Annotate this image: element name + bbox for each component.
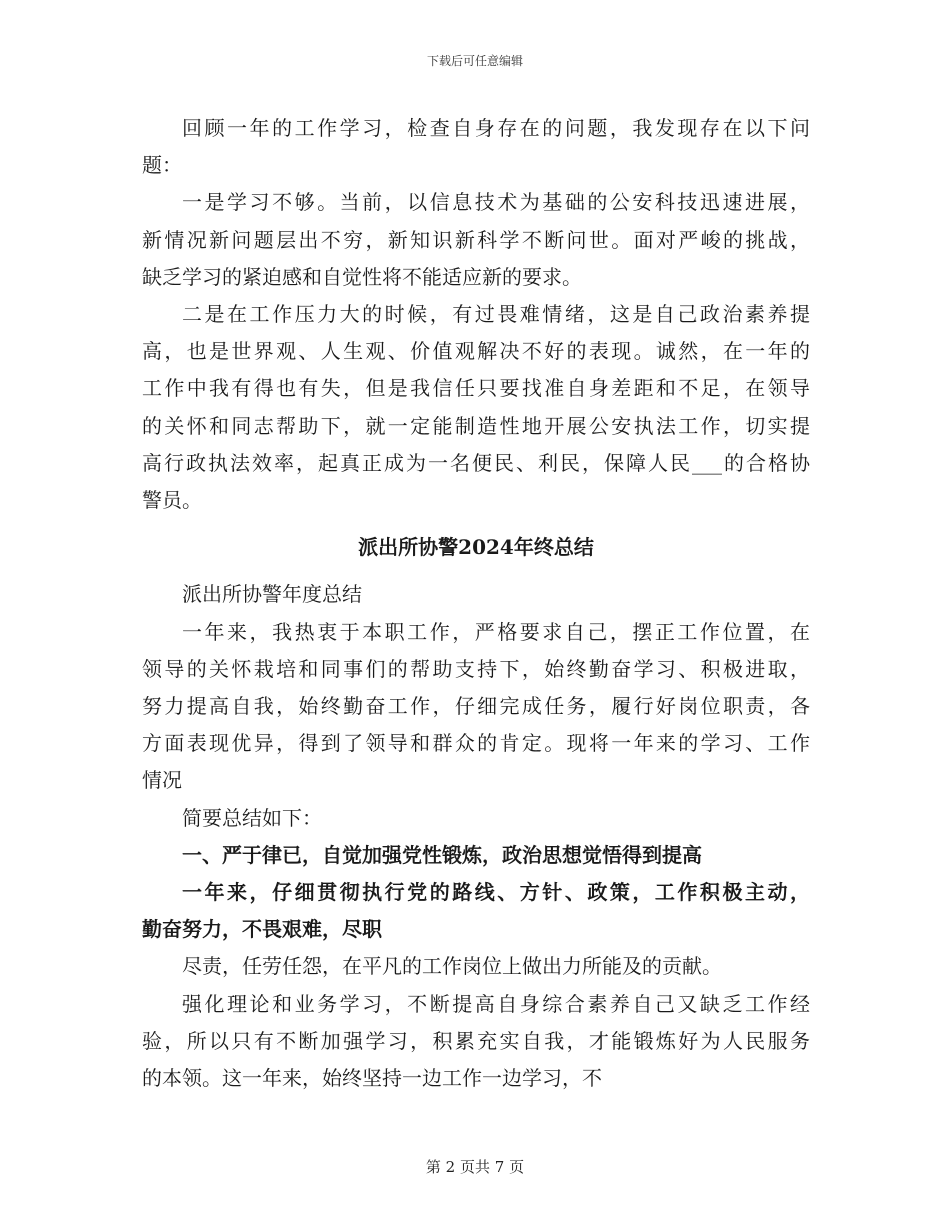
text-line: 尽责，任劳任怨，在平凡的工作岗位上做出力所能及的贡献。 [182, 954, 722, 979]
paragraph-group-summary [142, 576, 810, 836]
paragraph-group-review [142, 110, 810, 519]
text-line: 情况 [142, 768, 182, 793]
text-line: 努力提高自我，始终勤奋工作，仔细完成任务，履行好岗位职责，各 [142, 694, 810, 719]
text-line: 领导的关怀栽培和同事们的帮助支持下，始终勤奋学习、积极进取， [142, 656, 810, 681]
text-line: 题： [142, 153, 182, 178]
paragraph [142, 110, 810, 184]
text-line: 验，所以只有不断加强学习，积累充实自我，才能锻炼好为人民服务 [142, 1028, 810, 1053]
text-line: 二是在工作压力大的时候，有过畏难情绪，这是自己政治素养提 [182, 302, 810, 327]
page-header: 下载后可任意编辑 [426, 54, 523, 68]
text-line: 回顾一年的工作学习，检查自身存在的问题，我发现存在以下问 [182, 116, 810, 140]
paragraph [142, 986, 810, 1098]
paragraph [142, 614, 810, 800]
text-line: 高行政执法效率，起真正成为一名便民、利民，保障人民___的合格协 [142, 450, 810, 475]
text-line: 的本领。这一年来，始终坚持一边工作一边学习，不 [142, 1066, 602, 1091]
text-line: 高，也是世界观、人生观、价值观解决不好的表现。诚然，在一年的 [142, 339, 810, 364]
text-line: 勤奋努力，不畏艰难，尽职 [142, 917, 382, 942]
paragraph [142, 837, 810, 874]
paragraph [142, 576, 810, 613]
page-footer: 第 2 页共 7 页 [425, 1158, 525, 1176]
paragraph [142, 184, 810, 296]
text-line: 一是学习不够。当前，以信息技术为基础的公安科技迅速进展， [182, 190, 810, 215]
text-line: 简要总结如下： [182, 805, 322, 830]
text-line: 方面表现优异，得到了领导和群众的肯定。现将一年来的学习、工作 [142, 731, 810, 756]
paragraph-group-study [142, 948, 810, 1097]
text-line: 缺乏学习的紧迫感和自觉性将不能适应新的要求。 [142, 264, 582, 289]
text-line: 强化理论和业务学习，不断提高自身综合素养自己又缺乏工作经 [182, 991, 810, 1016]
text-line: 一、严于律已，自觉加强党性锻炼，政治思想觉悟得到提高 [182, 842, 702, 867]
document-body [142, 110, 810, 1097]
paragraph-group-bold [142, 837, 810, 949]
text-line: 警员。 [142, 488, 202, 513]
paragraph [142, 874, 810, 948]
text-line: 派出所协警年度总结 [182, 582, 362, 607]
text-line: 一年来，仔细贯彻执行党的路线、方针、政策，工作积极主动， [182, 880, 810, 905]
text-line: 一年来，我热衷于本职工作，严格要求自己，摆正工作位置，在 [182, 619, 810, 644]
paragraph [142, 948, 810, 985]
text-line: 新情况新问题层出不穷，新知识新科学不断问世。面对严峻的挑战， [142, 227, 810, 252]
text-line: 工作中我有得也有失，但是我信任只要找准自身差距和不足，在领导 [142, 376, 810, 401]
text-line: 的关怀和同志帮助下，就一定能制造性地开展公安执法工作，切实提 [142, 413, 810, 438]
paragraph [142, 296, 810, 519]
paragraph [142, 800, 810, 837]
section-title: 派出所协警2024年终总结 [358, 535, 594, 560]
